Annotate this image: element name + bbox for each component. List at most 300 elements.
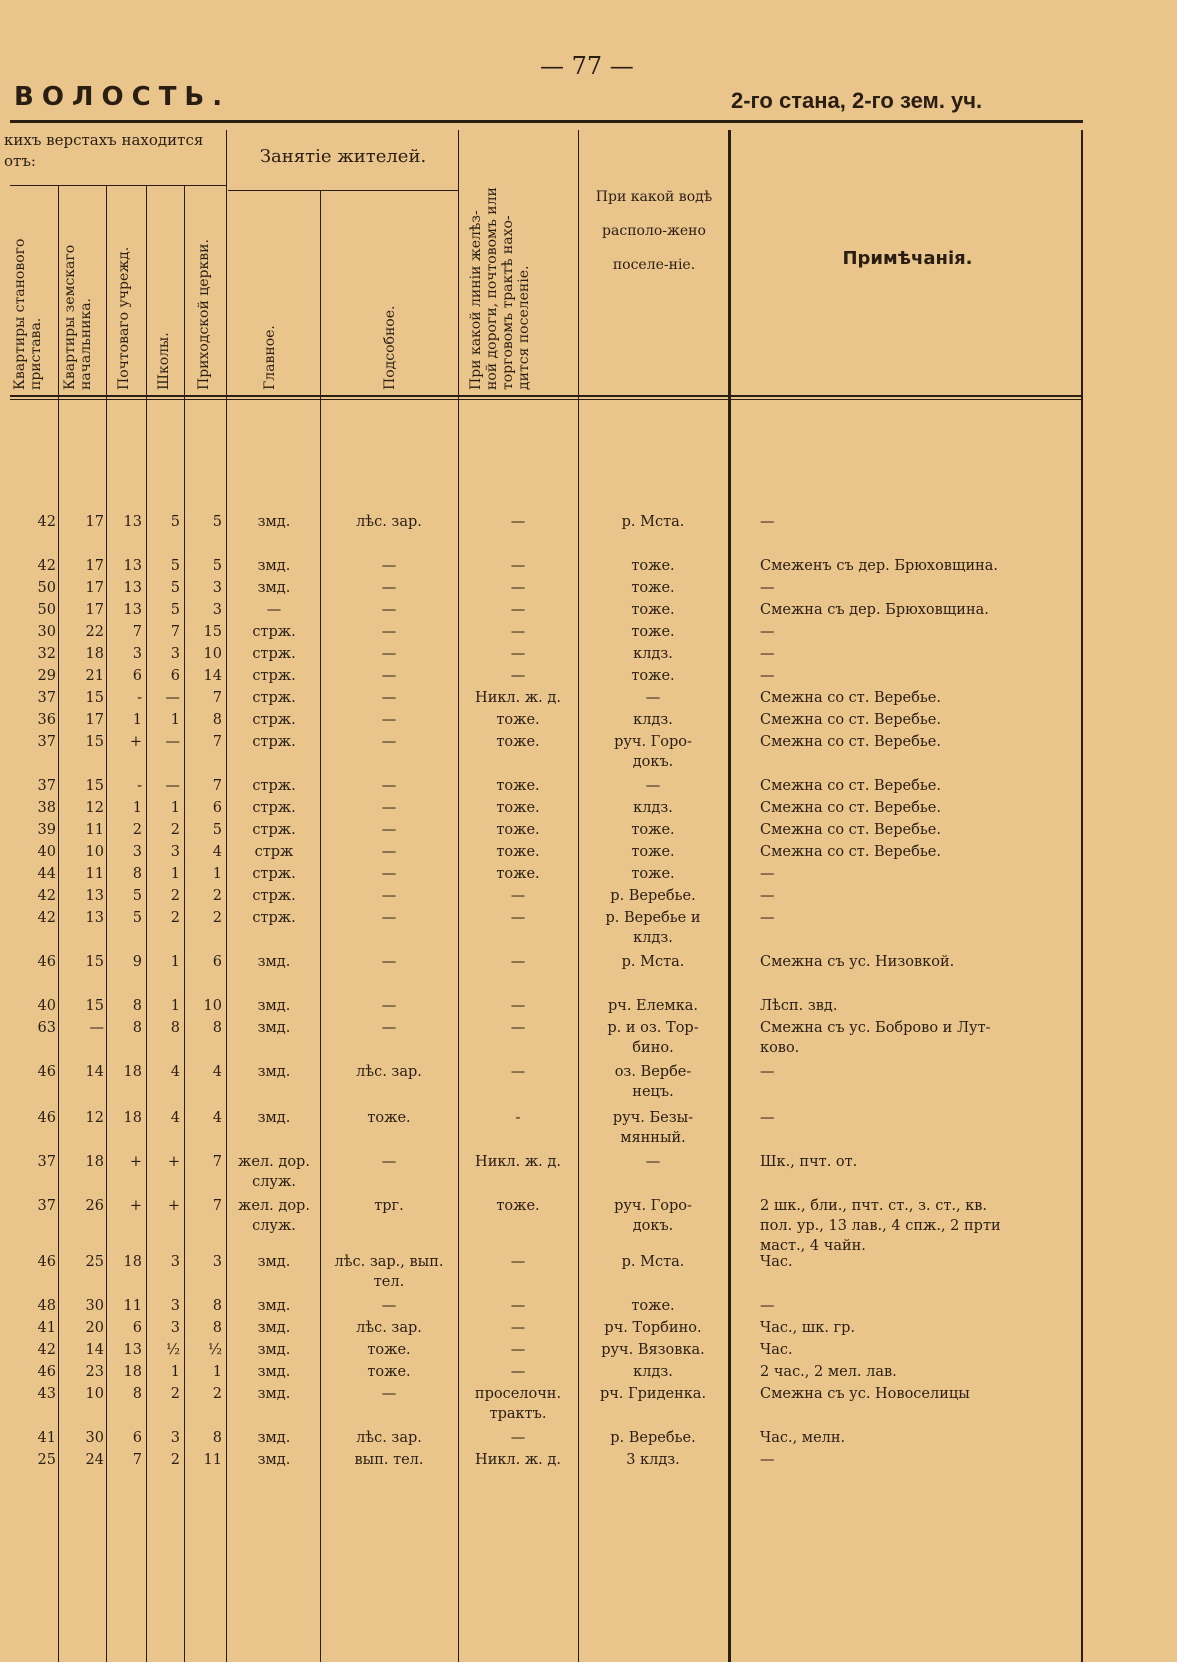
church-distance: 4 xyxy=(212,844,222,860)
zemsky-distance: 26 xyxy=(85,1198,104,1214)
church-distance: 3 xyxy=(212,1254,222,1270)
stanovoy-distance: 46 xyxy=(37,1254,56,1270)
school-distance: 5 xyxy=(170,558,180,574)
water-cell: клдз. xyxy=(633,646,673,662)
zemsky-distance: 23 xyxy=(85,1364,104,1380)
col-header-notes: Примѣчанія. xyxy=(842,248,973,269)
stanovoy-distance: 42 xyxy=(37,910,56,926)
church-distance: 1 xyxy=(212,866,222,882)
water-cell: р. и оз. Тор- бино. xyxy=(607,1020,699,1056)
school-distance: 3 xyxy=(170,844,180,860)
stanovoy-distance: 37 xyxy=(37,734,56,750)
occupation-main: стрж. xyxy=(252,778,296,794)
occupation-aux: — xyxy=(381,734,397,750)
vline xyxy=(458,130,459,1662)
post-distance: 2 xyxy=(132,822,142,838)
church-distance: 6 xyxy=(212,954,222,970)
occupation-aux: — xyxy=(381,844,397,860)
post-distance: 1 xyxy=(132,712,142,728)
school-distance: 1 xyxy=(170,998,180,1014)
post-distance: 18 xyxy=(123,1254,142,1270)
zemsky-distance: — xyxy=(89,1020,104,1036)
zemsky-distance: 17 xyxy=(85,580,104,596)
vline xyxy=(1081,130,1083,1662)
occupation-aux: — xyxy=(381,646,397,662)
zemsky-distance: 10 xyxy=(85,1386,104,1402)
zemsky-distance: 15 xyxy=(85,778,104,794)
occupation-aux: — xyxy=(381,580,397,596)
stanovoy-distance: 36 xyxy=(37,712,56,728)
water-cell: р. Мста. xyxy=(621,1254,685,1270)
water-cell: руч. Безы- мянный. xyxy=(612,1110,694,1146)
occupation-aux: — xyxy=(381,1298,397,1314)
occupation-aux: лѣс. зар. xyxy=(356,514,422,530)
occupation-main: змд. xyxy=(257,1298,291,1314)
post-distance: 13 xyxy=(123,580,142,596)
water-cell: клдз. xyxy=(633,1364,673,1380)
school-distance: 3 xyxy=(170,1254,180,1270)
stanovoy-distance: 46 xyxy=(37,1364,56,1380)
occupation-aux: — xyxy=(381,822,397,838)
school-distance: ½ xyxy=(165,1342,180,1358)
notes-cell: Час. xyxy=(760,1254,793,1270)
post-distance: 7 xyxy=(132,624,142,640)
zemsky-distance: 21 xyxy=(85,668,104,684)
notes-cell: — xyxy=(760,514,775,530)
occupation-aux: — xyxy=(381,690,397,706)
church-distance: 7 xyxy=(212,1198,222,1214)
church-distance: 11 xyxy=(203,1452,222,1468)
water-cell: р. Мста. xyxy=(621,954,685,970)
notes-cell: Час., мелн. xyxy=(760,1430,846,1446)
vline xyxy=(146,186,147,1662)
water-cell: тоже. xyxy=(631,668,675,684)
notes-cell: Смежна съ дер. Брюховщина. xyxy=(760,602,989,618)
notes-cell: Смежна со ст. Веребье. xyxy=(760,800,941,816)
water-cell: — xyxy=(645,1154,661,1170)
water-cell: клдз. xyxy=(633,800,673,816)
col-header-aux: Подсобное. xyxy=(382,305,398,390)
stanovoy-distance: 44 xyxy=(37,866,56,882)
occupation-main: змд. xyxy=(257,1254,291,1270)
occupation-main: змд. xyxy=(257,514,291,530)
stanovoy-distance: 32 xyxy=(37,646,56,662)
route-cell: — xyxy=(510,910,526,926)
zemsky-distance: 30 xyxy=(85,1430,104,1446)
occupation-main: змд. xyxy=(257,580,291,596)
church-distance: 2 xyxy=(212,1386,222,1402)
post-distance: 5 xyxy=(132,888,142,904)
church-distance: 3 xyxy=(212,580,222,596)
occupation-aux: — xyxy=(381,866,397,882)
vline xyxy=(226,130,227,1662)
zemsky-distance: 15 xyxy=(85,690,104,706)
school-distance: + xyxy=(167,1198,180,1214)
water-cell: 3 клдз. xyxy=(626,1452,680,1468)
col-header-main: Главное. xyxy=(262,325,278,390)
distance-group-header: кихъ верстахъ находится отъ: xyxy=(4,131,204,170)
church-distance: 4 xyxy=(212,1064,222,1080)
school-distance: 1 xyxy=(170,954,180,970)
water-cell: — xyxy=(645,690,661,706)
church-distance: 4 xyxy=(212,1110,222,1126)
occupation-aux: — xyxy=(381,1020,397,1036)
notes-cell: Смеженъ съ дер. Брюховщина. xyxy=(760,558,999,574)
zemsky-distance: 12 xyxy=(85,800,104,816)
route-cell: — xyxy=(510,1320,526,1336)
church-distance: 8 xyxy=(212,712,222,728)
church-distance: 8 xyxy=(212,1020,222,1036)
post-distance: 6 xyxy=(132,1320,142,1336)
occupation-main: жел. дор. служ. xyxy=(238,1154,310,1190)
header-rule-2 xyxy=(10,399,1083,400)
route-cell: — xyxy=(510,558,526,574)
occupation-main: змд. xyxy=(257,998,291,1014)
church-distance: 8 xyxy=(212,1430,222,1446)
col-header-zemsky: Квартиры земскаго начальника. xyxy=(62,244,94,390)
stanovoy-distance: 37 xyxy=(37,690,56,706)
col-header-school: Школы. xyxy=(156,332,172,390)
post-distance: + xyxy=(129,1154,142,1170)
section-title: ВОЛОСТЬ. xyxy=(14,82,231,112)
occupation-main: змд. xyxy=(257,1342,291,1358)
occupation-aux: — xyxy=(381,558,397,574)
church-distance: 2 xyxy=(212,910,222,926)
school-distance: 3 xyxy=(170,1430,180,1446)
school-distance: 1 xyxy=(170,800,180,816)
notes-cell: 2 шк., бли., пчт. ст., з. ст., кв. пол. ур., 13 лав., 4 спж., 2 прти маст., 4 чайн. xyxy=(760,1198,1001,1254)
occupation-main: жел. дор. служ. xyxy=(238,1198,310,1234)
stanovoy-distance: 37 xyxy=(37,778,56,794)
school-distance: 2 xyxy=(170,1386,180,1402)
occupation-main: змд. xyxy=(257,1364,291,1380)
school-distance: — xyxy=(165,734,180,750)
post-distance: 13 xyxy=(123,602,142,618)
church-distance: 10 xyxy=(203,998,222,1014)
water-cell: рч. Гриденка. xyxy=(599,1386,707,1402)
occupation-main: змд. xyxy=(257,1320,291,1336)
notes-cell: — xyxy=(760,646,775,662)
school-distance: 3 xyxy=(170,1298,180,1314)
occupation-main: стрж. xyxy=(252,646,296,662)
church-distance: 6 xyxy=(212,800,222,816)
zemsky-distance: 10 xyxy=(85,844,104,860)
church-distance: 2 xyxy=(212,888,222,904)
post-distance: 18 xyxy=(123,1110,142,1126)
post-distance: 13 xyxy=(123,1342,142,1358)
route-cell: — xyxy=(510,624,526,640)
stanovoy-distance: 29 xyxy=(37,668,56,684)
post-distance: - xyxy=(137,778,142,794)
notes-cell: Смежна съ ус. Боброво и Лут- ково. xyxy=(760,1020,991,1056)
post-distance: 8 xyxy=(132,866,142,882)
route-cell: — xyxy=(510,1364,526,1380)
route-cell: - xyxy=(515,1110,521,1126)
occupation-main: змд. xyxy=(257,558,291,574)
school-distance: 3 xyxy=(170,1320,180,1336)
water-cell: тоже. xyxy=(631,624,675,640)
occupation-main: змд. xyxy=(257,1064,291,1080)
occupation-aux: лѣс. зар., вып. тел. xyxy=(334,1254,444,1290)
water-cell: тоже. xyxy=(631,558,675,574)
col-header-route: При какой линіи желѣз- ной дороги, почтовомъ или торговомъ трактѣ нахо- дится поселеніе. xyxy=(468,187,532,390)
school-distance: 4 xyxy=(170,1064,180,1080)
route-cell: — xyxy=(510,998,526,1014)
col-header-stanovoy: Квартиры станового пристава. xyxy=(12,238,44,390)
water-cell: клдз. xyxy=(633,712,673,728)
water-cell: тоже. xyxy=(631,1298,675,1314)
church-distance: 5 xyxy=(212,514,222,530)
stanovoy-distance: 39 xyxy=(37,822,56,838)
occupation-group-rule xyxy=(228,190,458,191)
stanovoy-distance: 42 xyxy=(37,558,56,574)
school-distance: 8 xyxy=(170,1020,180,1036)
occupation-aux: лѣс. зар. xyxy=(356,1430,422,1446)
occupation-aux: — xyxy=(381,910,397,926)
occupation-aux: — xyxy=(381,624,397,640)
route-cell: — xyxy=(510,1064,526,1080)
notes-cell: — xyxy=(760,1110,775,1126)
school-distance: 4 xyxy=(170,1110,180,1126)
zemsky-distance: 15 xyxy=(85,954,104,970)
school-distance: — xyxy=(165,778,180,794)
notes-cell: Смежна съ ус. Новоселицы xyxy=(760,1386,970,1402)
col-header-water: При какой водѣ располо-жено поселе-ніе. xyxy=(595,189,713,273)
water-cell: тоже. xyxy=(631,866,675,882)
occupation-aux: — xyxy=(381,998,397,1014)
zemsky-distance: 25 xyxy=(85,1254,104,1270)
zemsky-distance: 12 xyxy=(85,1110,104,1126)
zemsky-distance: 15 xyxy=(85,734,104,750)
water-cell: р. Веребье. xyxy=(610,1430,696,1446)
occupation-aux: вып. тел. xyxy=(354,1452,424,1468)
occupation-main: стрж. xyxy=(252,668,296,684)
stanovoy-distance: 42 xyxy=(37,514,56,530)
occupation-aux: — xyxy=(381,800,397,816)
post-distance: 6 xyxy=(132,1430,142,1446)
post-distance: 8 xyxy=(132,1386,142,1402)
notes-cell: Смежна со ст. Веребье. xyxy=(760,712,941,728)
route-cell: — xyxy=(510,668,526,684)
stanovoy-distance: 46 xyxy=(37,954,56,970)
zemsky-distance: 14 xyxy=(85,1342,104,1358)
church-distance: 5 xyxy=(212,822,222,838)
stanovoy-distance: 42 xyxy=(37,888,56,904)
zemsky-distance: 18 xyxy=(85,1154,104,1170)
zemsky-distance: 20 xyxy=(85,1320,104,1336)
post-distance: 13 xyxy=(123,558,142,574)
notes-cell: Час., шк. гр. xyxy=(760,1320,856,1336)
distance-group-rule xyxy=(10,185,226,186)
school-distance: 1 xyxy=(170,1364,180,1380)
zemsky-distance: 22 xyxy=(85,624,104,640)
school-distance: 1 xyxy=(170,866,180,882)
school-distance: — xyxy=(165,690,180,706)
vline xyxy=(320,190,321,1662)
stanovoy-distance: 40 xyxy=(37,844,56,860)
stanovoy-distance: 63 xyxy=(37,1020,56,1036)
church-distance: 7 xyxy=(212,778,222,794)
notes-cell: Лѣсп. звд. xyxy=(760,998,838,1014)
occupation-main: стрж. xyxy=(252,910,296,926)
stanovoy-distance: 37 xyxy=(37,1154,56,1170)
route-cell: — xyxy=(510,888,526,904)
route-cell: тоже. xyxy=(496,822,540,838)
notes-cell: — xyxy=(760,1064,775,1080)
zemsky-distance: 13 xyxy=(85,888,104,904)
route-cell: — xyxy=(510,1298,526,1314)
vline xyxy=(106,186,107,1662)
route-cell: тоже. xyxy=(496,866,540,882)
occupation-aux: — xyxy=(381,668,397,684)
school-distance: 6 xyxy=(170,668,180,684)
occupation-aux: лѣс. зар. xyxy=(356,1320,422,1336)
route-cell: Никл. ж. д. xyxy=(475,690,561,706)
zemsky-distance: 17 xyxy=(85,602,104,618)
water-cell: тоже. xyxy=(631,580,675,596)
water-cell: р. Мста. xyxy=(621,514,685,530)
occupation-aux: — xyxy=(381,1154,397,1170)
zemsky-distance: 11 xyxy=(85,822,104,838)
zemsky-distance: 30 xyxy=(85,1298,104,1314)
post-distance: + xyxy=(129,734,142,750)
zemsky-distance: 18 xyxy=(85,646,104,662)
occupation-aux: — xyxy=(381,602,397,618)
occupation-main: змд. xyxy=(257,1020,291,1036)
zemsky-distance: 17 xyxy=(85,712,104,728)
occupation-aux: — xyxy=(381,954,397,970)
route-cell: — xyxy=(510,1020,526,1036)
water-cell: руч. Горо- докъ. xyxy=(614,734,692,770)
occupation-main: стрж. xyxy=(252,690,296,706)
school-distance: 2 xyxy=(170,822,180,838)
zemsky-distance: 11 xyxy=(85,866,104,882)
church-distance: 15 xyxy=(203,624,222,640)
water-cell: — xyxy=(645,778,661,794)
school-distance: 2 xyxy=(170,888,180,904)
school-distance: 7 xyxy=(170,624,180,640)
notes-cell: Смежна съ ус. Низовкой. xyxy=(760,954,955,970)
route-cell: Никл. ж. д. xyxy=(475,1154,561,1170)
notes-cell: Смежна со ст. Веребье. xyxy=(760,844,941,860)
post-distance: 7 xyxy=(132,1452,142,1468)
occupation-main: змд. xyxy=(257,1452,291,1468)
stanovoy-distance: 46 xyxy=(37,1110,56,1126)
post-distance: 13 xyxy=(123,514,142,530)
notes-cell: Шк., пчт. от. xyxy=(760,1154,858,1170)
post-distance: 9 xyxy=(132,954,142,970)
school-distance: 5 xyxy=(170,514,180,530)
route-cell: Никл. ж. д. xyxy=(475,1452,561,1468)
vline xyxy=(578,130,579,1662)
water-cell: рч. Елемка. xyxy=(607,998,699,1014)
route-cell: тоже. xyxy=(496,734,540,750)
post-distance: 5 xyxy=(132,910,142,926)
occupation-main: стрж. xyxy=(252,822,296,838)
notes-cell: Смежна со ст. Веребье. xyxy=(760,778,941,794)
notes-cell: — xyxy=(760,866,775,882)
notes-cell: Смежна со ст. Веребье. xyxy=(760,734,941,750)
notes-cell: — xyxy=(760,580,775,596)
water-cell: руч. Вязовка. xyxy=(601,1342,705,1358)
school-distance: 5 xyxy=(170,602,180,618)
church-distance: 8 xyxy=(212,1298,222,1314)
water-cell: р. Веребье. xyxy=(610,888,696,904)
zemsky-distance: 13 xyxy=(85,910,104,926)
occupation-aux: тоже. xyxy=(367,1364,411,1380)
school-distance: 2 xyxy=(170,910,180,926)
school-distance: 2 xyxy=(170,1452,180,1468)
post-distance: 8 xyxy=(132,998,142,1014)
notes-cell: — xyxy=(760,910,775,926)
occupation-aux: лѣс. зар. xyxy=(356,1064,422,1080)
zemsky-distance: 14 xyxy=(85,1064,104,1080)
stanovoy-distance: 46 xyxy=(37,1064,56,1080)
school-distance: 5 xyxy=(170,580,180,596)
top-rule xyxy=(10,120,1083,123)
occupation-aux: тоже. xyxy=(367,1342,411,1358)
route-cell: — xyxy=(510,1430,526,1446)
stanovoy-distance: 41 xyxy=(37,1430,56,1446)
school-distance: 3 xyxy=(170,646,180,662)
water-cell: тоже. xyxy=(631,844,675,860)
vline xyxy=(58,186,59,1662)
stanovoy-distance: 37 xyxy=(37,1198,56,1214)
occupation-main: змд. xyxy=(257,1430,291,1446)
route-cell: проселочн. трактъ. xyxy=(474,1386,562,1422)
occupation-main: стрж xyxy=(254,844,294,860)
school-distance: 1 xyxy=(170,712,180,728)
occupation-main: стрж. xyxy=(252,624,296,640)
page-number: — 77 — xyxy=(540,52,634,80)
occupation-main: стрж. xyxy=(252,734,296,750)
route-cell: тоже. xyxy=(496,800,540,816)
occupation-aux: — xyxy=(381,778,397,794)
route-cell: — xyxy=(510,646,526,662)
zemsky-distance: 15 xyxy=(85,998,104,1014)
occupation-main: змд. xyxy=(257,954,291,970)
notes-cell: — xyxy=(760,888,775,904)
occupation-main: стрж. xyxy=(252,800,296,816)
post-distance: 11 xyxy=(123,1298,142,1314)
col-header-post: Почтоваго учрежд. xyxy=(116,246,132,390)
water-cell: тоже. xyxy=(631,822,675,838)
stanovoy-distance: 42 xyxy=(37,1342,56,1358)
stanovoy-distance: 30 xyxy=(37,624,56,640)
church-distance: 10 xyxy=(203,646,222,662)
church-distance: ½ xyxy=(207,1342,222,1358)
post-distance: - xyxy=(137,690,142,706)
church-distance: 1 xyxy=(212,1364,222,1380)
stanovoy-distance: 25 xyxy=(37,1452,56,1468)
occupation-main: стрж. xyxy=(252,866,296,882)
col-header-church: Приходской церкви. xyxy=(196,239,212,390)
stanovoy-distance: 50 xyxy=(37,580,56,596)
church-distance: 5 xyxy=(212,558,222,574)
notes-cell: — xyxy=(760,1298,775,1314)
route-cell: тоже. xyxy=(496,844,540,860)
route-cell: — xyxy=(510,954,526,970)
church-distance: 8 xyxy=(212,1320,222,1336)
post-distance: + xyxy=(129,1198,142,1214)
stanovoy-distance: 41 xyxy=(37,1320,56,1336)
route-cell: — xyxy=(510,602,526,618)
notes-cell: Смежна со ст. Веребье. xyxy=(760,822,941,838)
stanovoy-distance: 48 xyxy=(37,1298,56,1314)
water-cell: рч. Торбино. xyxy=(604,1320,702,1336)
occupation-aux: трг. xyxy=(374,1198,404,1214)
notes-cell: 2 час., 2 мел. лав. xyxy=(760,1364,897,1380)
